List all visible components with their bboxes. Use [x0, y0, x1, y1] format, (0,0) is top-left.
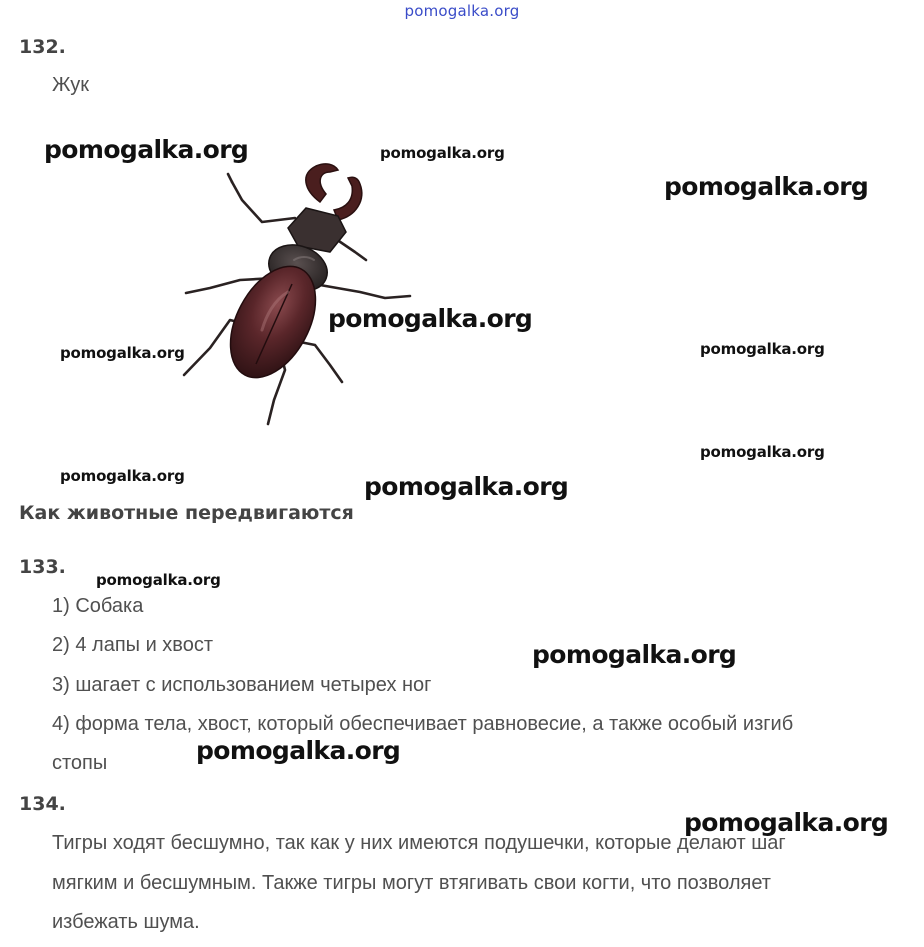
list-item: стопы [52, 752, 108, 774]
watermark: pomogalka.org [44, 135, 249, 164]
task-134-line: избежать шума. [52, 911, 200, 933]
watermark: pomogalka.org [380, 144, 505, 162]
watermark: pomogalka.org [328, 304, 533, 333]
watermark: pomogalka.org [96, 571, 221, 589]
watermark: pomogalka.org [700, 340, 825, 358]
watermark: pomogalka.org [684, 808, 889, 837]
task-number-133: 133. [19, 556, 66, 578]
task-number-132: 132. [19, 36, 66, 58]
list-item: 2) 4 лапы и хвост [52, 634, 213, 656]
watermark: pomogalka.org [196, 736, 401, 765]
watermark: pomogalka.org [60, 467, 185, 485]
watermark: pomogalka.org [60, 344, 185, 362]
site-header-link[interactable]: pomogalka.org [404, 2, 520, 20]
section-title: Как животные передвигаются [19, 502, 354, 524]
task-134-line: мягким и бесшумным. Также тигры могут втягивать свои когти, что позволяет [52, 872, 771, 894]
stag-beetle-icon [170, 160, 430, 432]
watermark: pomogalka.org [532, 640, 737, 669]
list-item: 1) Собака [52, 595, 144, 617]
watermark: pomogalka.org [664, 172, 869, 201]
list-item: 4) форма тела, хвост, который обеспечивает равновесие, а также особый изгиб [52, 713, 794, 735]
task-number-134: 134. [19, 793, 66, 815]
watermark: pomogalka.org [700, 443, 825, 461]
task-134-line: Тигры ходят бесшумно, так как у них имеются подушечки, которые делают шаг [52, 832, 786, 854]
list-item: 3) шагает с использованием четырех ног [52, 674, 432, 696]
watermark: pomogalka.org [364, 472, 569, 501]
task-132-answer: Жук [52, 74, 89, 96]
